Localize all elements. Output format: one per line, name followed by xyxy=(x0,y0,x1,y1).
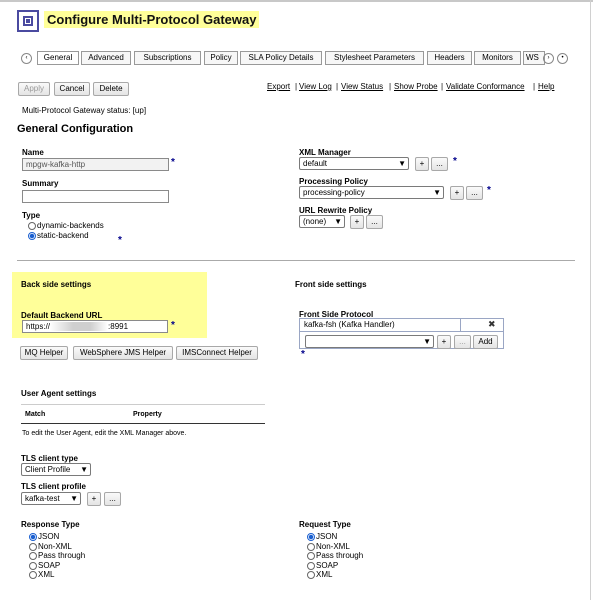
radio-icon xyxy=(307,571,315,579)
request-type-pass-through[interactable]: Pass through xyxy=(307,551,363,561)
url-rewrite-label: URL Rewrite Policy xyxy=(299,206,373,215)
chevron-down-icon: ▼ xyxy=(80,465,88,474)
front-protocol-value: kafka-fsh (Kafka Handler) xyxy=(304,320,395,329)
radio-selected-icon xyxy=(307,533,315,541)
mq-helper-button[interactable]: MQ Helper xyxy=(20,346,68,360)
xml-manager-add-button[interactable]: + xyxy=(415,157,429,171)
type-option-static-backend[interactable]: static-backend xyxy=(28,231,89,241)
delete-icon[interactable]: ✖ xyxy=(488,319,496,329)
chevron-down-icon: ▼ xyxy=(334,217,342,226)
tab-menu[interactable]: • xyxy=(557,53,568,64)
xml-manager-edit-button[interactable]: ... xyxy=(431,157,448,171)
view-log-link[interactable]: View Log xyxy=(299,82,332,91)
tls-client-type-label: TLS client type xyxy=(21,454,78,463)
required-marker: * xyxy=(301,349,305,360)
chevron-down-icon: ▼ xyxy=(70,494,78,503)
tls-client-type-select[interactable]: Client Profile ▼ xyxy=(21,463,91,476)
tab-sla-policy-details[interactable]: SLA Policy Details xyxy=(240,51,322,65)
radio-icon xyxy=(307,562,315,570)
link-separator: | xyxy=(441,82,444,91)
chevron-down-icon: ▼ xyxy=(423,337,431,346)
radio-selected-icon xyxy=(28,232,36,240)
help-link[interactable]: Help xyxy=(538,82,555,91)
name-field[interactable]: mpgw-kafka-http xyxy=(22,158,169,171)
radio-icon xyxy=(29,543,37,551)
response-type-label: Response Type xyxy=(21,520,80,529)
type-option-dynamic-backends[interactable]: dynamic-backends xyxy=(28,221,104,231)
processing-policy-label: Processing Policy xyxy=(299,177,368,186)
radio-icon xyxy=(307,552,315,560)
request-type-json[interactable]: JSON xyxy=(307,532,337,542)
response-type-xml[interactable]: XML xyxy=(29,570,54,580)
required-marker: * xyxy=(487,185,491,196)
user-agent-table-bottom xyxy=(21,423,265,424)
websphere-jms-helper-button[interactable]: WebSphere JMS Helper xyxy=(73,346,173,360)
user-agent-table-top xyxy=(21,404,265,405)
required-marker: * xyxy=(171,157,175,168)
radio-icon xyxy=(28,222,36,230)
radio-selected-icon xyxy=(29,533,37,541)
user-agent-col-match: Match xyxy=(25,411,46,418)
processing-policy-edit-button[interactable]: ... xyxy=(466,186,483,200)
front-protocol-divider xyxy=(460,319,461,331)
apply-button[interactable]: Apply xyxy=(18,82,50,96)
user-agent-col-property: Property xyxy=(133,411,162,418)
name-label: Name xyxy=(22,148,44,157)
front-side-protocol-table xyxy=(299,318,504,349)
section-divider xyxy=(17,260,575,261)
front-protocol-row xyxy=(300,319,503,332)
processing-policy-select[interactable]: processing-policy ▼ xyxy=(299,186,444,199)
radio-icon xyxy=(29,571,37,579)
tls-client-profile-select[interactable]: kafka-test ▼ xyxy=(21,492,81,505)
front-protocol-select[interactable] xyxy=(305,335,434,348)
tab-headers[interactable]: Headers xyxy=(427,51,472,65)
type-label: Type xyxy=(22,211,41,220)
url-rewrite-add-button[interactable]: + xyxy=(350,215,364,229)
page-title xyxy=(44,11,259,28)
imsconnect-helper-button[interactable]: IMSConnect Helper xyxy=(176,346,258,360)
user-agent-note: To edit the User Agent, edit the XML Manager above. xyxy=(22,430,187,437)
tab-general[interactable]: General xyxy=(37,51,79,65)
tab-subscriptions[interactable]: Subscriptions xyxy=(134,51,201,65)
gateway-status: Multi-Protocol Gateway status: [up] xyxy=(22,106,147,115)
response-type-pass-through[interactable]: Pass through xyxy=(29,551,85,561)
chevron-down-icon: ▼ xyxy=(398,159,406,168)
response-type-soap[interactable]: SOAP xyxy=(29,561,60,571)
summary-field[interactable] xyxy=(22,190,169,203)
backend-url-field[interactable]: https:// :8991 xyxy=(22,320,168,333)
tls-profile-edit-button[interactable]: ... xyxy=(104,492,121,506)
export-link[interactable]: Export xyxy=(267,82,291,91)
page-right-border xyxy=(590,0,591,600)
tab-ws[interactable]: WS xyxy=(523,51,545,65)
backend-url-label: Default Backend URL xyxy=(21,311,103,320)
delete-button[interactable]: Delete xyxy=(93,82,129,96)
required-marker: * xyxy=(453,156,457,167)
front-side-protocol-label: Front Side Protocol xyxy=(299,310,374,319)
tab-stylesheet-parameters[interactable]: Stylesheet Parameters xyxy=(325,51,424,65)
front-protocol-add-new-button[interactable]: + xyxy=(437,335,451,349)
request-type-label: Request Type xyxy=(299,520,351,529)
page-title-text: Configure Multi-Protocol Gateway xyxy=(47,12,257,27)
link-separator: | xyxy=(533,82,536,91)
tab-monitors[interactable]: Monitors xyxy=(474,51,521,65)
required-marker: * xyxy=(171,320,175,331)
front-protocol-add-button[interactable]: Add xyxy=(473,335,498,349)
window-top-border xyxy=(0,0,593,2)
redacted-host xyxy=(50,322,108,331)
url-rewrite-select[interactable]: (none) ▼ xyxy=(299,215,345,228)
radio-icon xyxy=(29,562,37,570)
tab-policy[interactable]: Policy xyxy=(204,51,238,65)
request-type-xml[interactable]: XML xyxy=(307,570,332,580)
user-agent-title: User Agent settings xyxy=(21,389,97,398)
summary-label: Summary xyxy=(22,179,59,188)
link-separator: | xyxy=(295,82,298,91)
front-side-title: Front side settings xyxy=(295,280,367,289)
section-title: General Configuration xyxy=(17,123,134,135)
radio-icon xyxy=(29,552,37,560)
validate-conformance-link[interactable]: Validate Conformance xyxy=(446,82,525,91)
back-side-title: Back side settings xyxy=(21,280,92,289)
radio-icon xyxy=(307,543,315,551)
request-type-non-xml[interactable]: Non-XML xyxy=(307,542,350,552)
chevron-down-icon: ▼ xyxy=(433,188,441,197)
view-status-link[interactable]: View Status xyxy=(341,82,384,91)
xml-manager-select[interactable]: default ▼ xyxy=(299,157,409,170)
response-type-json[interactable]: JSON xyxy=(29,532,59,542)
tls-client-profile-label: TLS client profile xyxy=(21,482,86,491)
tab-scroll-right[interactable]: › xyxy=(543,53,554,64)
front-protocol-edit-button[interactable]: ... xyxy=(454,335,471,349)
link-separator: | xyxy=(389,82,392,91)
cancel-button[interactable]: Cancel xyxy=(54,82,90,96)
xml-manager-label: XML Manager xyxy=(299,148,351,157)
tls-profile-add-button[interactable]: + xyxy=(87,492,101,506)
required-marker: * xyxy=(118,235,122,246)
response-type-non-xml[interactable]: Non-XML xyxy=(29,542,72,552)
link-separator: | xyxy=(336,82,339,91)
tab-scroll-left[interactable]: ‹ xyxy=(21,53,32,64)
url-rewrite-edit-button[interactable]: ... xyxy=(366,215,383,229)
gateway-logo-icon xyxy=(17,10,39,32)
request-type-soap[interactable]: SOAP xyxy=(307,561,338,571)
processing-policy-add-button[interactable]: + xyxy=(450,186,464,200)
show-probe-link[interactable]: Show Probe xyxy=(394,82,438,91)
tab-advanced[interactable]: Advanced xyxy=(81,51,131,65)
